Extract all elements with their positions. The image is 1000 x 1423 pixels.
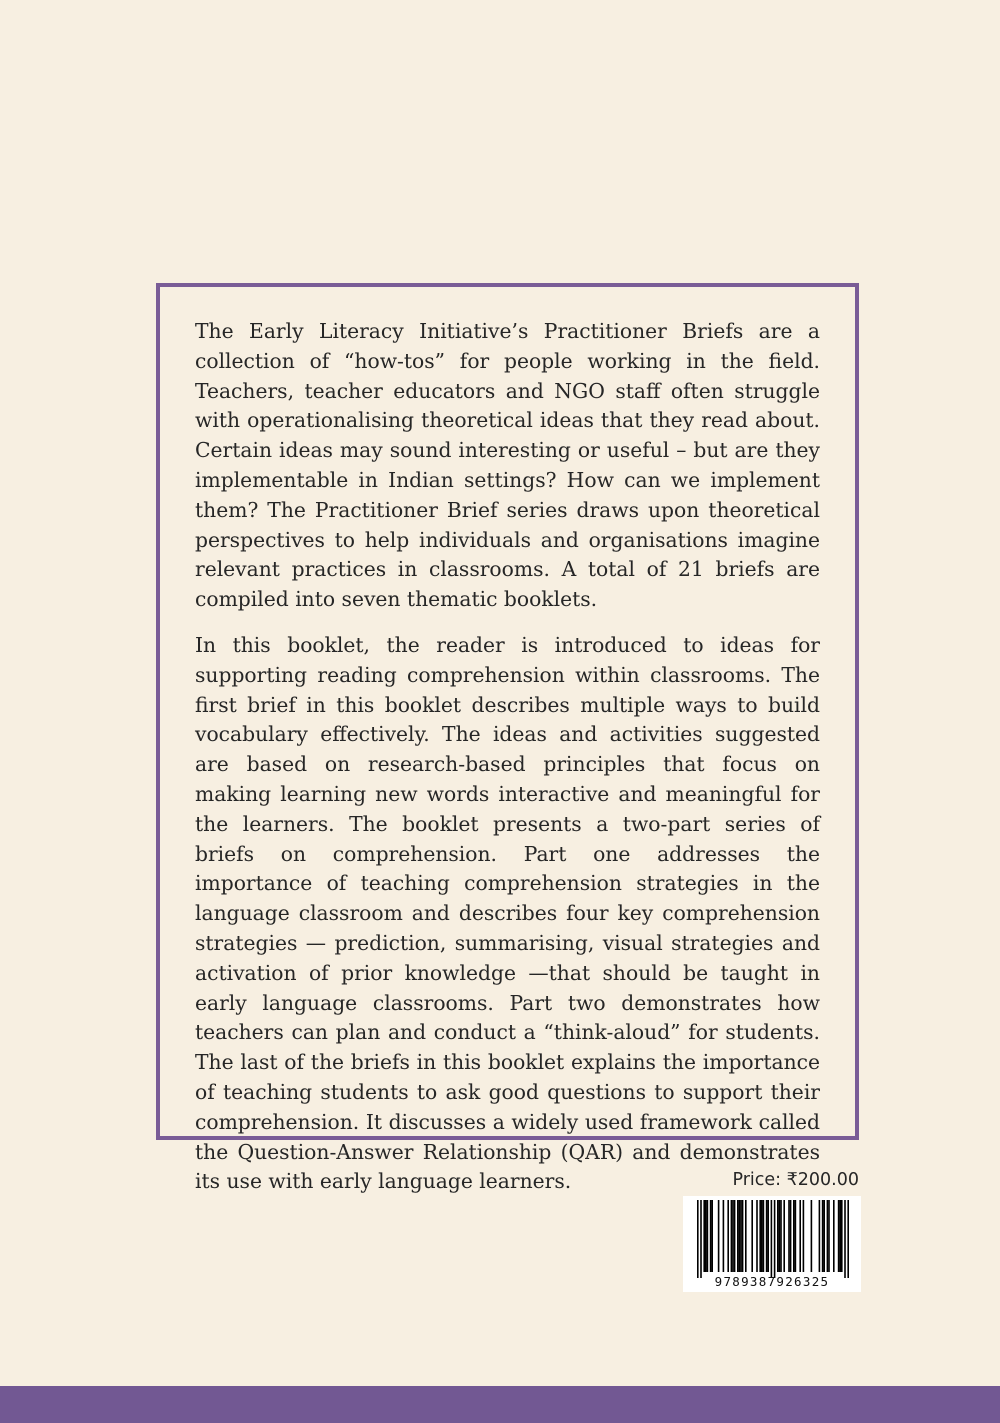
barcode-bar — [844, 1200, 846, 1278]
barcode-bar — [718, 1200, 720, 1272]
barcode-bar — [740, 1200, 742, 1272]
barcode-bar — [767, 1200, 769, 1272]
barcode-bar — [819, 1200, 821, 1272]
barcode-bar — [795, 1200, 797, 1272]
barcode-bar — [847, 1200, 849, 1278]
barcode-bar — [700, 1200, 702, 1278]
barcode-bar — [723, 1200, 725, 1272]
barcode-bar — [774, 1200, 776, 1278]
barcode-bar — [771, 1200, 773, 1278]
barcode-bar — [731, 1200, 733, 1272]
barcode-bar — [822, 1200, 824, 1272]
barcode-bar — [710, 1200, 712, 1272]
barcode-bar — [766, 1200, 768, 1272]
barcode-bar — [777, 1200, 779, 1272]
barcode-bar — [707, 1200, 709, 1272]
barcode-bar — [761, 1200, 763, 1272]
blurb-paragraph-1: The Early Literacy Initiative’s Practitioner Briefs are a collection of “how-tos” for people working in the field. Teachers, teacher educators and NGO staff often struggle with operationalising theoretical ideas that they read about. Certain ideas may sound interesting or useful – but are they implementable in Indian settings? How can we implement them? The Practitioner Brief series draws upon theoretical perspectives to help individuals and organisations imagine relevant practices in classrooms. A total of 21 briefs are compiled into seven thematic booklets. — [195, 319, 820, 612]
barcode-bar — [799, 1200, 801, 1272]
barcode-bar — [745, 1200, 747, 1272]
barcode-bar — [793, 1200, 795, 1272]
barcode-bar — [839, 1200, 841, 1272]
price-label: Price: ₹200.00 — [732, 1170, 859, 1190]
barcode-digits: 9789387926325 — [714, 1274, 830, 1289]
barcode-bar — [828, 1200, 830, 1272]
barcode-bar — [739, 1200, 741, 1272]
barcode-bar — [827, 1200, 829, 1272]
barcode-bar — [705, 1200, 707, 1272]
barcode-bar — [763, 1200, 765, 1272]
barcode-bar — [751, 1200, 753, 1272]
barcode-bar — [734, 1200, 736, 1272]
bottom-color-band — [0, 1386, 1000, 1423]
barcode-bar — [838, 1200, 840, 1272]
barcode-bar — [756, 1200, 758, 1272]
isbn-barcode — [683, 1196, 861, 1292]
barcode-bar — [742, 1200, 744, 1272]
barcode-bar — [803, 1200, 805, 1272]
barcode-bar — [759, 1200, 761, 1272]
barcode-bar — [790, 1200, 792, 1272]
blurb-paragraph-2: In this booklet, the reader is introduced to ideas for supporting reading comprehension within classrooms. The first brief in this booklet describes multiple ways to build vocabulary effectively. The ideas and activities suggested are based on research-based principles that focus on making learning new words interactive and meaningful for the learners. The booklet presents a two-part series of briefs on comprehension. Part one addresses the importance of teaching comprehension strategies in the language classroom and describes four key comprehension strategies — prediction, summarising, visual strategies and activation of prior knowledge —that should be taught in early language classrooms. Part two demonstrates how teachers can plan and conduct a “think-aloud” for students. The last of the briefs in this booklet explains the importance of teaching students to ask good questions to support their comprehension. It discusses a widely used framework called the Question-Answer Relationship (QAR) and demonstrates its use with early language learners. — [195, 632, 820, 1194]
barcode-bar — [779, 1200, 781, 1272]
barcode-bar — [703, 1200, 705, 1272]
barcode-bar — [732, 1200, 734, 1272]
barcode-bar — [788, 1200, 790, 1272]
barcode-bar — [823, 1200, 825, 1272]
barcode-bar — [780, 1200, 782, 1272]
barcode-bar — [783, 1200, 785, 1272]
barcode-bar — [727, 1200, 729, 1272]
barcode-bar — [711, 1200, 713, 1272]
barcode-bar — [841, 1200, 843, 1272]
barcode-bar — [697, 1200, 699, 1278]
barcode-bar — [833, 1200, 835, 1272]
barcode-bar — [737, 1200, 739, 1272]
barcode-bar — [811, 1200, 813, 1272]
